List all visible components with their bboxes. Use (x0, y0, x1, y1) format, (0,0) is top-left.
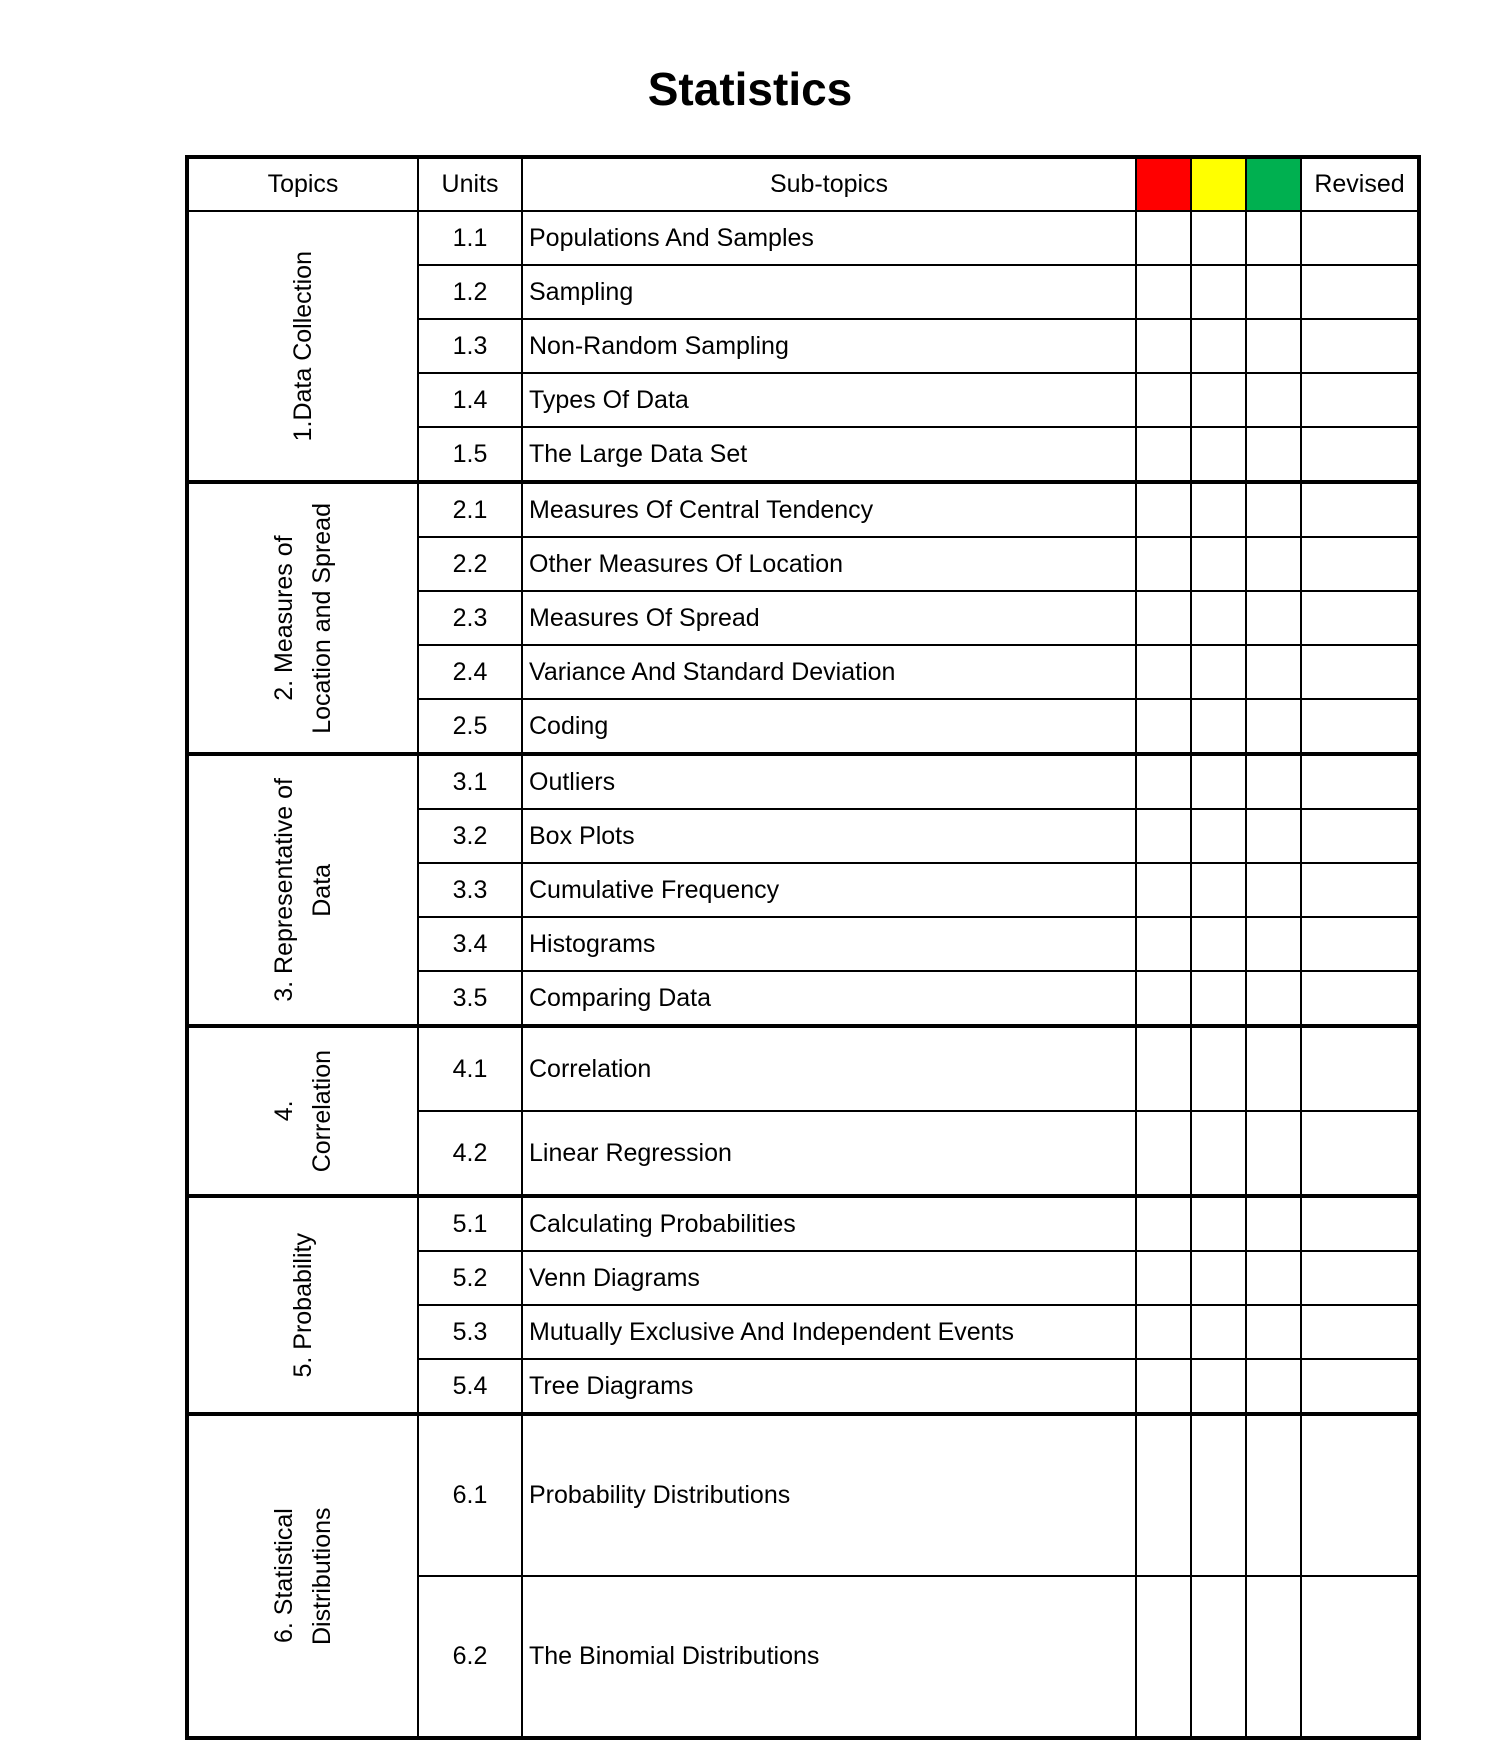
unit-number: 4.1 (418, 1026, 522, 1111)
subtopic: Outliers (522, 754, 1136, 809)
revised-check-cell[interactable] (1301, 537, 1419, 591)
red-check-cell[interactable] (1136, 373, 1191, 427)
topic-label: 1.Data Collection (289, 250, 317, 442)
subtopic: Histograms (522, 917, 1136, 971)
header-units: Units (418, 157, 522, 211)
amber-check-cell[interactable] (1191, 809, 1246, 863)
revised-check-cell[interactable] (1301, 809, 1419, 863)
green-check-cell[interactable] (1246, 211, 1301, 265)
subtopic: Cumulative Frequency (522, 863, 1136, 917)
green-check-cell[interactable] (1246, 482, 1301, 537)
header-row (187, 157, 1419, 211)
unit-number: 1.1 (418, 211, 522, 265)
subtopic: Non-Random Sampling (522, 319, 1136, 373)
table-row (187, 1196, 1419, 1251)
subtopic: Sampling (522, 265, 1136, 319)
unit-number: 2.1 (418, 482, 522, 537)
revised-check-cell[interactable] (1301, 427, 1419, 482)
unit-number: 3.3 (418, 863, 522, 917)
header-topics: Topics (187, 157, 418, 211)
amber-check-cell[interactable] (1191, 1196, 1246, 1251)
revised-check-cell[interactable] (1301, 699, 1419, 754)
amber-check-cell[interactable] (1191, 1026, 1246, 1111)
subtopic: The Binomial Distributions (522, 1576, 1136, 1738)
red-check-cell[interactable] (1136, 917, 1191, 971)
green-check-cell[interactable] (1246, 1414, 1301, 1576)
green-check-cell[interactable] (1246, 537, 1301, 591)
green-check-cell[interactable] (1246, 1305, 1301, 1359)
red-check-cell[interactable] (1136, 591, 1191, 645)
topic-cell (187, 1026, 418, 1196)
amber-check-cell[interactable] (1191, 591, 1246, 645)
revised-check-cell[interactable] (1301, 373, 1419, 427)
unit-number: 3.5 (418, 971, 522, 1026)
amber-check-cell[interactable] (1191, 1251, 1246, 1305)
revised-check-cell[interactable] (1301, 1576, 1419, 1738)
green-check-cell[interactable] (1246, 1111, 1301, 1196)
revised-check-cell[interactable] (1301, 591, 1419, 645)
unit-number: 2.3 (418, 591, 522, 645)
amber-check-cell[interactable] (1191, 1576, 1246, 1738)
topic-cell (187, 1414, 418, 1738)
green-check-cell[interactable] (1246, 809, 1301, 863)
subtopic: Calculating Probabilities (522, 1196, 1136, 1251)
amber-check-cell[interactable] (1191, 427, 1246, 482)
subtopic: Probability Distributions (522, 1414, 1136, 1576)
amber-check-cell[interactable] (1191, 1414, 1246, 1576)
revised-check-cell[interactable] (1301, 645, 1419, 699)
green-check-cell[interactable] (1246, 591, 1301, 645)
red-check-cell[interactable] (1136, 1576, 1191, 1738)
subtopic: Types Of Data (522, 373, 1136, 427)
table-row (187, 1026, 1419, 1111)
red-check-cell[interactable] (1136, 645, 1191, 699)
red-check-cell[interactable] (1136, 537, 1191, 591)
red-check-cell[interactable] (1136, 699, 1191, 754)
unit-number: 3.2 (418, 809, 522, 863)
header-subtopics: Sub-topics (522, 157, 1136, 211)
unit-number: 5.1 (418, 1196, 522, 1251)
red-check-cell[interactable] (1136, 265, 1191, 319)
red-check-cell[interactable] (1136, 319, 1191, 373)
subtopic: Comparing Data (522, 971, 1136, 1026)
revised-check-cell[interactable] (1301, 1305, 1419, 1359)
unit-number: 5.2 (418, 1251, 522, 1305)
subtopic: The Large Data Set (522, 427, 1136, 482)
topic-label: 4. Correlation (270, 1049, 336, 1173)
revision-checklist-table (185, 155, 1421, 1740)
revised-check-cell[interactable] (1301, 971, 1419, 1026)
red-check-cell[interactable] (1136, 863, 1191, 917)
amber-check-cell[interactable] (1191, 1111, 1246, 1196)
green-check-cell[interactable] (1246, 645, 1301, 699)
red-check-cell[interactable] (1136, 1414, 1191, 1576)
red-check-cell[interactable] (1136, 809, 1191, 863)
unit-number: 1.5 (418, 427, 522, 482)
subtopic: Measures Of Spread (522, 591, 1136, 645)
subtopic: Coding (522, 699, 1136, 754)
amber-check-cell[interactable] (1191, 1359, 1246, 1414)
red-check-cell[interactable] (1136, 1111, 1191, 1196)
unit-number: 2.4 (418, 645, 522, 699)
subtopic: Correlation (522, 1026, 1136, 1111)
unit-number: 1.2 (418, 265, 522, 319)
green-check-cell[interactable] (1246, 1576, 1301, 1738)
green-check-cell[interactable] (1246, 1196, 1301, 1251)
unit-number: 5.4 (418, 1359, 522, 1414)
revised-check-cell[interactable] (1301, 1196, 1419, 1251)
revised-check-cell[interactable] (1301, 1359, 1419, 1414)
red-check-cell[interactable] (1136, 1026, 1191, 1111)
revised-check-cell[interactable] (1301, 863, 1419, 917)
green-check-cell[interactable] (1246, 319, 1301, 373)
subtopic: Venn Diagrams (522, 1251, 1136, 1305)
subtopic: Mutually Exclusive And Independent Events (522, 1305, 1136, 1359)
amber-check-cell[interactable] (1191, 537, 1246, 591)
amber-check-cell[interactable] (1191, 211, 1246, 265)
green-check-cell[interactable] (1246, 427, 1301, 482)
unit-number: 5.3 (418, 1305, 522, 1359)
topic-label: 3. Representative of Data (270, 778, 336, 1002)
amber-check-cell[interactable] (1191, 971, 1246, 1026)
topic-label: 5. Probability (289, 1232, 317, 1378)
green-check-cell[interactable] (1246, 265, 1301, 319)
amber-check-cell[interactable] (1191, 699, 1246, 754)
page-title: Statistics (647, 63, 853, 115)
unit-number: 1.4 (418, 373, 522, 427)
revised-check-cell[interactable] (1301, 211, 1419, 265)
unit-number: 4.2 (418, 1111, 522, 1196)
table-row (187, 754, 1419, 809)
subtopic: Measures Of Central Tendency (522, 482, 1136, 537)
red-check-cell[interactable] (1136, 211, 1191, 265)
revised-check-cell[interactable] (1301, 1026, 1419, 1111)
topic-label: 2. Measures of Location and Spread (270, 502, 336, 734)
unit-number: 6.2 (418, 1576, 522, 1738)
amber-check-cell[interactable] (1191, 917, 1246, 971)
green-check-cell[interactable] (1246, 754, 1301, 809)
subtopic: Variance And Standard Deviation (522, 645, 1136, 699)
amber-check-cell[interactable] (1191, 754, 1246, 809)
green-check-cell[interactable] (1246, 699, 1301, 754)
green-check-cell[interactable] (1246, 1026, 1301, 1111)
red-check-cell[interactable] (1136, 754, 1191, 809)
red-check-cell[interactable] (1136, 1305, 1191, 1359)
topic-cell (187, 754, 418, 1026)
amber-check-cell[interactable] (1191, 645, 1246, 699)
green-check-cell[interactable] (1246, 1359, 1301, 1414)
red-check-cell[interactable] (1136, 971, 1191, 1026)
subtopic: Linear Regression (522, 1111, 1136, 1196)
red-check-cell[interactable] (1136, 1359, 1191, 1414)
amber-check-cell[interactable] (1191, 373, 1246, 427)
topic-label: 6. Statistical Distributions (270, 1507, 336, 1645)
green-check-cell[interactable] (1246, 863, 1301, 917)
red-check-cell[interactable] (1136, 1251, 1191, 1305)
table-row (187, 482, 1419, 537)
topic-cell (187, 482, 418, 754)
header-amber (1191, 157, 1246, 211)
unit-number: 1.3 (418, 319, 522, 373)
unit-number: 3.4 (418, 917, 522, 971)
revised-check-cell[interactable] (1301, 1414, 1419, 1576)
header-red (1136, 157, 1191, 211)
red-check-cell[interactable] (1136, 1196, 1191, 1251)
unit-number: 3.1 (418, 754, 522, 809)
amber-check-cell[interactable] (1191, 1305, 1246, 1359)
header-revised: Revised (1301, 157, 1419, 211)
unit-number: 2.5 (418, 699, 522, 754)
unit-number: 2.2 (418, 537, 522, 591)
amber-check-cell[interactable] (1191, 863, 1246, 917)
revised-check-cell[interactable] (1301, 319, 1419, 373)
revised-check-cell[interactable] (1301, 1251, 1419, 1305)
subtopic: Other Measures Of Location (522, 537, 1136, 591)
revised-check-cell[interactable] (1301, 1111, 1419, 1196)
red-check-cell[interactable] (1136, 482, 1191, 537)
topic-cell (187, 1196, 418, 1414)
revised-check-cell[interactable] (1301, 265, 1419, 319)
green-check-cell[interactable] (1246, 971, 1301, 1026)
green-check-cell[interactable] (1246, 917, 1301, 971)
table-row (187, 211, 1419, 265)
green-check-cell[interactable] (1246, 1251, 1301, 1305)
revised-check-cell[interactable] (1301, 482, 1419, 537)
amber-check-cell[interactable] (1191, 482, 1246, 537)
revised-check-cell[interactable] (1301, 754, 1419, 809)
subtopic: Tree Diagrams (522, 1359, 1136, 1414)
amber-check-cell[interactable] (1191, 265, 1246, 319)
topic-cell (187, 211, 418, 482)
red-check-cell[interactable] (1136, 427, 1191, 482)
amber-check-cell[interactable] (1191, 319, 1246, 373)
table-row (187, 1414, 1419, 1576)
header-green (1246, 157, 1301, 211)
unit-number: 6.1 (418, 1414, 522, 1576)
green-check-cell[interactable] (1246, 373, 1301, 427)
subtopic: Box Plots (522, 809, 1136, 863)
revised-check-cell[interactable] (1301, 917, 1419, 971)
subtopic: Populations And Samples (522, 211, 1136, 265)
